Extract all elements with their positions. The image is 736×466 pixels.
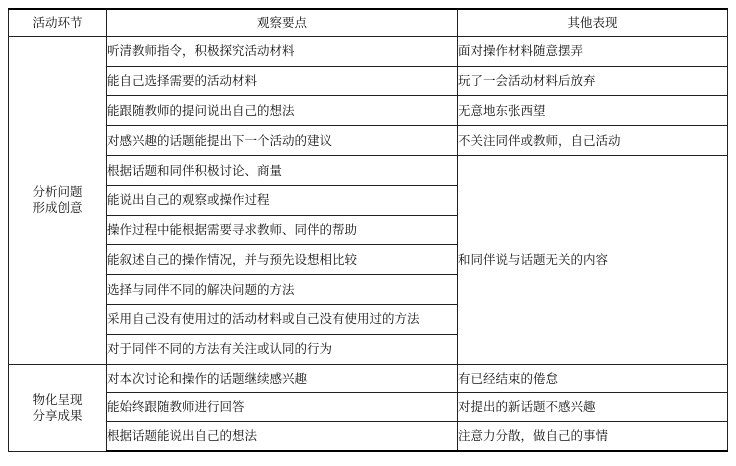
other-cell: 面对操作材料随意摆弄 [458,36,728,66]
other-cell-merged: 和同伴说与话题无关的内容 [458,155,728,364]
table-row [9,96,728,126]
stage-label-line1: 分析问题 [32,184,83,200]
header-points: 观察要点 [107,9,458,36]
point-cell: 选择与同伴不同的解决问题的方法 [107,275,458,305]
table-row [9,422,728,451]
other-cell: 无意地东张西望 [458,96,728,126]
table-row [9,155,728,185]
point-cell: 能自己选择需要的活动材料 [107,66,458,96]
table-row [9,126,728,156]
point-cell: 根据话题能说出自己的想法 [107,422,458,451]
stage-label-line2: 形成创意 [32,200,83,216]
other-cell: 有已经结束的倦怠 [458,364,728,393]
point-cell: 采用自己没有使用过的活动材料或自己没有使用过的方法 [107,304,458,334]
point-cell: 对感兴趣的话题能提出下一个活动的建议 [107,126,458,156]
stage-label-line2: 分享成果 [32,407,83,423]
header-stage: 活动环节 [9,9,107,36]
point-cell: 能始终跟随教师进行回答 [107,393,458,422]
table-row [9,364,728,393]
point-cell: 能叙述自己的操作情况，并与预先设想相比较 [107,245,458,275]
point-cell: 能说出自己的观察或操作过程 [107,185,458,215]
point-cell: 能跟随教师的提问说出自己的想法 [107,96,458,126]
other-cell: 对提出的新话题不感兴趣 [458,393,728,422]
stage-label-line1: 物化呈现 [32,391,83,407]
other-cell: 玩了一会活动材料后放弃 [458,66,728,96]
table-row [9,393,728,422]
point-cell: 操作过程中能根据需要寻求教师、同伴的帮助 [107,215,458,245]
observation-table [8,8,728,452]
point-cell: 对于同伴不同的方法有关注或认同的行为 [107,334,458,364]
other-cell: 不关注同伴或教师，自己活动 [458,126,728,156]
point-cell: 对本次讨论和操作的话题继续感兴趣 [107,364,458,393]
table-row [9,66,728,96]
point-cell: 根据话题和同伴积极讨论、商量 [107,155,458,185]
stage-cell-analysis [9,36,107,364]
point-cell: 听清教师指令，积极探究活动材料 [107,36,458,66]
other-cell: 注意力分散，做自己的事情 [458,422,728,451]
table-row [9,36,728,66]
header-others: 其他表现 [458,9,728,36]
stage-cell-sharing [9,364,107,451]
table-header-row [9,9,728,36]
